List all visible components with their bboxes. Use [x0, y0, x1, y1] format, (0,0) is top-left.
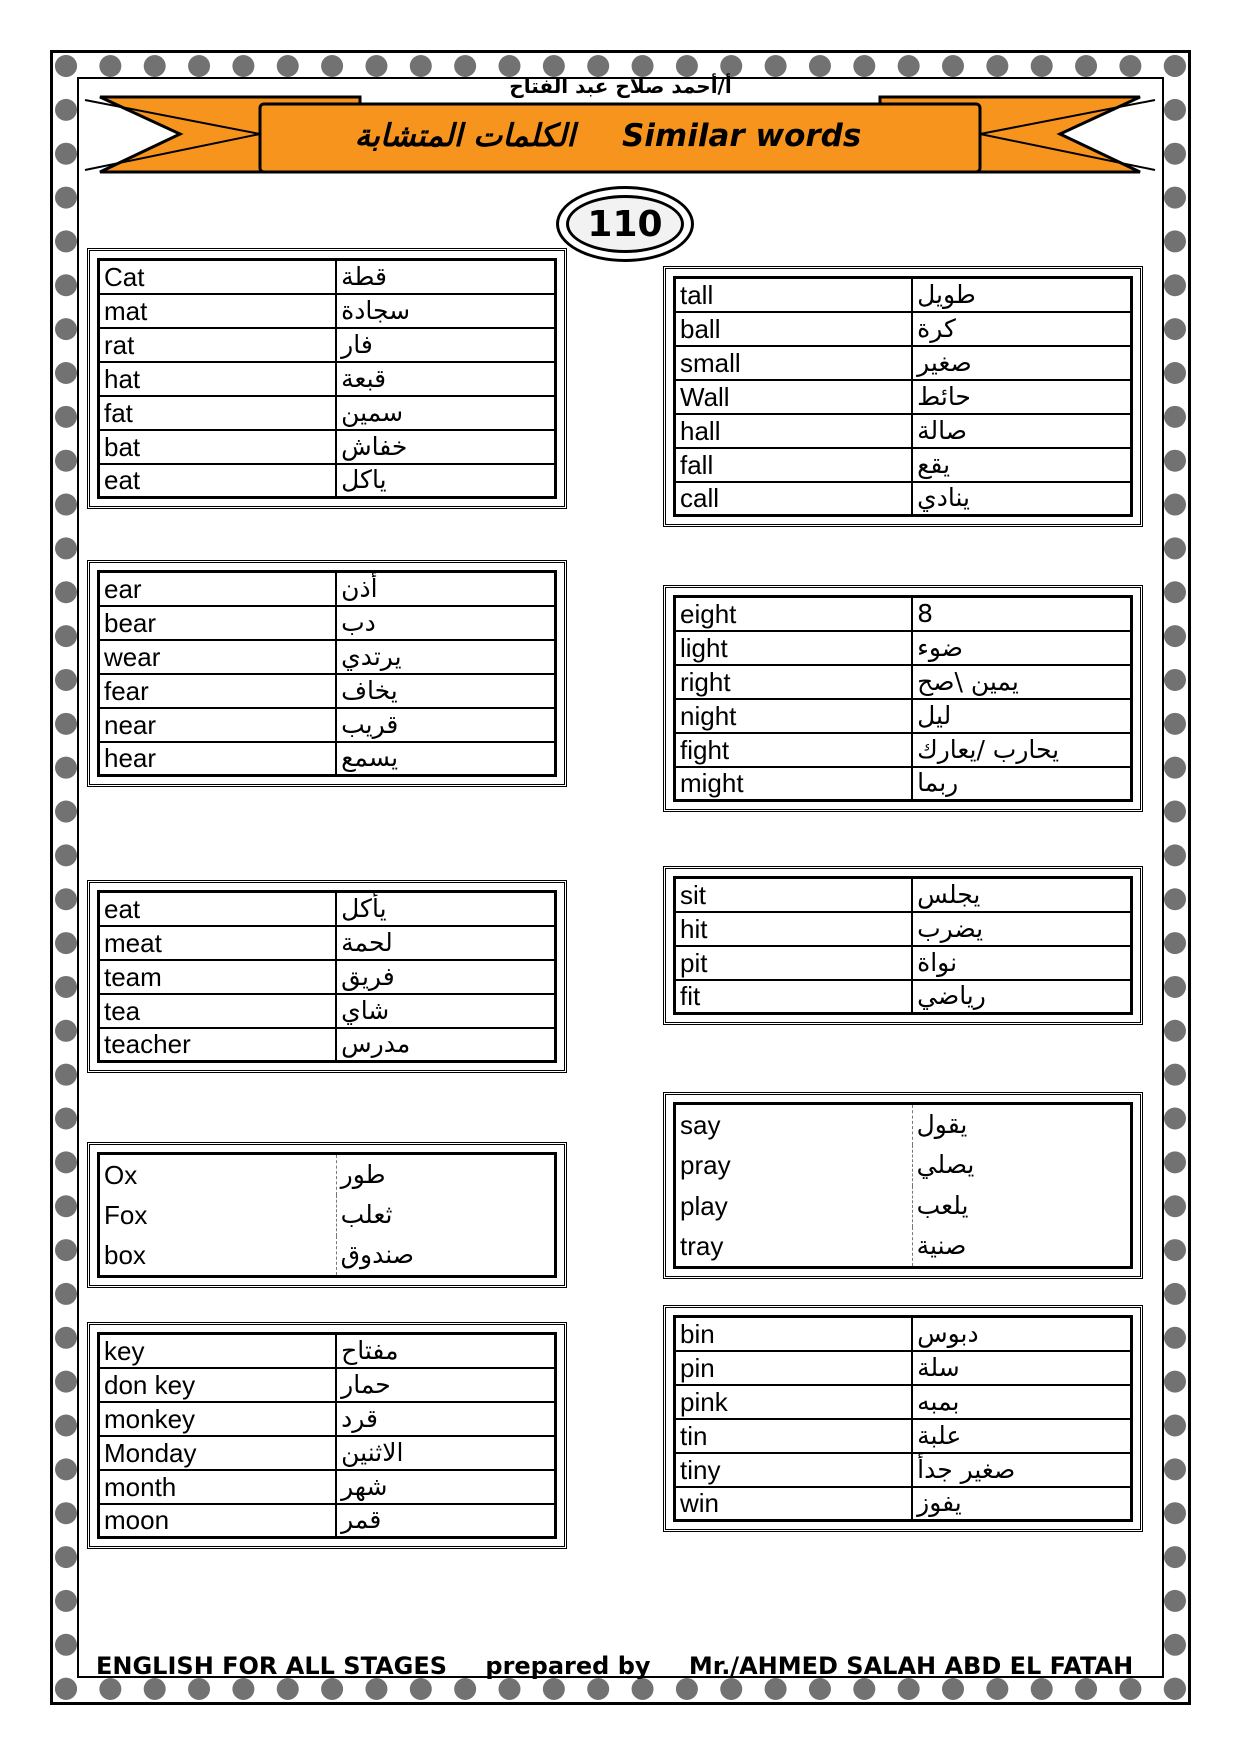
- table-row: [99, 1402, 556, 1436]
- table-row: [99, 430, 556, 464]
- arabic-meaning: يلعب: [916, 1191, 969, 1220]
- table-row: [675, 631, 1132, 665]
- footer-series: ENGLISH FOR ALL STAGES: [96, 1652, 448, 1680]
- english-word: Monday: [99, 1436, 337, 1470]
- table-row: [675, 733, 1132, 767]
- table-row: [675, 1317, 1132, 1351]
- arabic-meaning: طويل: [912, 278, 1131, 312]
- english-word: might: [675, 767, 913, 801]
- arabic-meaning: سجادة: [336, 294, 555, 328]
- arabic-meaning: صغير جدأ: [912, 1453, 1131, 1487]
- arabic-meaning: يخاف: [336, 674, 555, 708]
- arabic-meaning: فار: [336, 328, 555, 362]
- arabic-meaning: لحمة: [336, 926, 555, 960]
- english-word: tiny: [675, 1453, 913, 1487]
- arabic-meaning: شاي: [336, 994, 555, 1028]
- table-row: [99, 328, 556, 362]
- arabic-meaning: ثعلب: [340, 1200, 393, 1229]
- english-word: fear: [99, 674, 337, 708]
- english-word: small: [675, 346, 913, 380]
- arabic-meaning: نواة: [912, 946, 1131, 980]
- footer: [96, 1652, 1163, 1680]
- english-word: hit: [675, 912, 913, 946]
- english-word: night: [675, 699, 913, 733]
- arabic-meaning: يجلس: [912, 878, 1131, 912]
- english-word: tea: [99, 994, 337, 1028]
- table-row: [99, 1368, 556, 1402]
- english-word: mat: [99, 294, 337, 328]
- english-word: moon: [99, 1504, 337, 1538]
- table-row: [99, 606, 556, 640]
- vocab-table-ear: [87, 560, 567, 787]
- author-name: أ/أحمد صلاح عبد الفتاح: [509, 74, 732, 98]
- english-word: Cat: [99, 260, 337, 294]
- english-word: sit: [675, 878, 913, 912]
- arabic-meaning: ربما: [917, 768, 959, 798]
- arabic-meaning: قبعة: [336, 362, 555, 396]
- english-word: meat: [99, 926, 337, 960]
- english-word: bin: [675, 1317, 913, 1351]
- arabic-meaning: يصلي: [916, 1150, 975, 1179]
- english-word: call: [675, 482, 913, 516]
- arabic-meaning: مدرس: [341, 1029, 411, 1059]
- english-word: wear: [99, 640, 337, 674]
- english-word: pink: [675, 1385, 913, 1419]
- table-row: [99, 464, 556, 498]
- table-row: [99, 960, 556, 994]
- english-word: tin: [675, 1419, 913, 1453]
- english-word: say: [675, 1104, 913, 1145]
- arabic-meaning: دبوس: [912, 1317, 1131, 1351]
- table-row: [675, 946, 1132, 980]
- arabic-meaning: دب: [336, 606, 555, 640]
- arabic-meaning: خفاش: [336, 430, 555, 464]
- english-word: eat: [99, 464, 337, 498]
- table-row: [99, 892, 556, 926]
- table-row: [675, 380, 1132, 414]
- table-row: [99, 1334, 556, 1368]
- table-row: [99, 294, 556, 328]
- table-row: [675, 665, 1132, 699]
- arabic-meaning: ياكل: [341, 465, 387, 495]
- english-word: eight: [675, 597, 913, 631]
- english-word: fall: [675, 448, 913, 482]
- vocab-table-all: [663, 266, 1143, 527]
- arabic-meaning: سمين: [336, 396, 555, 430]
- english-word: month: [99, 1470, 337, 1504]
- table-row: [675, 312, 1132, 346]
- arabic-meaning: يرتدي: [336, 640, 555, 674]
- table-row: [99, 742, 556, 776]
- arabic-meaning: صالة: [912, 414, 1131, 448]
- table-row: [99, 1236, 556, 1277]
- arabic-meaning: صنية: [916, 1231, 967, 1261]
- table-row: [675, 980, 1132, 1014]
- table-row: [675, 278, 1132, 312]
- table-row: [99, 708, 556, 742]
- table-row: [99, 396, 556, 430]
- arabic-meaning: يحارب /يعارك: [912, 733, 1131, 767]
- english-word: don key: [99, 1368, 337, 1402]
- english-word: ear: [99, 572, 337, 606]
- arabic-meaning: الاثنين: [336, 1436, 555, 1470]
- english-word: key: [99, 1334, 337, 1368]
- table-row: [99, 994, 556, 1028]
- vocab-table-in: [663, 1305, 1143, 1532]
- vocab-table-ay: [663, 1092, 1143, 1279]
- arabic-meaning: رياضي: [917, 981, 986, 1011]
- english-word: near: [99, 708, 337, 742]
- english-word: pin: [675, 1351, 913, 1385]
- table-row: [675, 1186, 1132, 1227]
- table-row: [99, 572, 556, 606]
- page-number-badge: [556, 186, 694, 262]
- arabic-meaning: قمر: [341, 1505, 382, 1535]
- table-row: [99, 1470, 556, 1504]
- table-row: [99, 640, 556, 674]
- arabic-meaning: صغير: [912, 346, 1131, 380]
- table-row: [99, 1154, 556, 1195]
- vocab-table-key: [87, 1322, 567, 1549]
- english-word: box: [99, 1236, 337, 1277]
- table-row: [675, 414, 1132, 448]
- title-arabic: الكلمات المتشابة: [354, 118, 576, 154]
- english-word: tall: [675, 278, 913, 312]
- arabic-meaning: يقول: [916, 1109, 968, 1139]
- english-word: fit: [675, 980, 913, 1014]
- english-word: rat: [99, 328, 337, 362]
- vocab-table-ight: [663, 585, 1143, 812]
- table-row: [675, 1419, 1132, 1453]
- arabic-meaning: ضوء: [912, 631, 1131, 665]
- english-word: monkey: [99, 1402, 337, 1436]
- arabic-meaning: يسمع: [341, 743, 399, 773]
- title-english: Similar words: [621, 118, 862, 154]
- english-word: bat: [99, 430, 337, 464]
- table-row: [675, 1104, 1132, 1145]
- english-word: play: [675, 1186, 913, 1227]
- arabic-meaning: قطة: [336, 260, 555, 294]
- table-row: [99, 674, 556, 708]
- arabic-meaning: قرد: [336, 1402, 555, 1436]
- english-word: hear: [99, 742, 337, 776]
- english-word: win: [675, 1487, 913, 1521]
- table-row: [99, 362, 556, 396]
- arabic-meaning: يأكل: [336, 892, 555, 926]
- english-word: ball: [675, 312, 913, 346]
- table-row: [99, 926, 556, 960]
- table-row: [99, 1195, 556, 1236]
- table-row: [675, 1227, 1132, 1268]
- arabic-meaning: طور: [340, 1159, 386, 1189]
- table-row: [675, 912, 1132, 946]
- table-row: [99, 1504, 556, 1538]
- arabic-meaning: فريق: [336, 960, 555, 994]
- english-word: Wall: [675, 380, 913, 414]
- arabic-meaning: صندوق: [340, 1240, 414, 1270]
- footer-prepared-by: prepared by: [485, 1652, 651, 1680]
- vocab-table-it: [663, 866, 1143, 1025]
- arabic-meaning: قريب: [336, 708, 555, 742]
- english-word: Ox: [99, 1154, 337, 1195]
- table-row: [675, 482, 1132, 516]
- english-word: fight: [675, 733, 913, 767]
- arabic-meaning: يضرب: [912, 912, 1131, 946]
- table-row: [675, 1385, 1132, 1419]
- english-word: pray: [675, 1145, 913, 1186]
- table-row: [675, 597, 1132, 631]
- english-word: teacher: [99, 1028, 337, 1062]
- table-row: [675, 448, 1132, 482]
- english-word: tray: [675, 1227, 913, 1268]
- page-number: 110: [566, 195, 684, 253]
- table-row: [99, 1436, 556, 1470]
- vocab-table-eat: [87, 880, 567, 1073]
- arabic-meaning: مفتاح: [336, 1334, 555, 1368]
- arabic-meaning: ليل: [912, 699, 1131, 733]
- arabic-meaning: علبة: [912, 1419, 1131, 1453]
- arabic-meaning: 8: [912, 597, 1131, 631]
- english-word: eat: [99, 892, 337, 926]
- table-row: [675, 1453, 1132, 1487]
- arabic-meaning: سلة: [912, 1351, 1131, 1385]
- table-row: [675, 1487, 1132, 1521]
- arabic-meaning: حائط: [912, 380, 1131, 414]
- footer-teacher: Mr./AHMED SALAH ABD EL FATAH: [688, 1652, 1134, 1680]
- arabic-meaning: شهر: [336, 1470, 555, 1504]
- table-row: [675, 1145, 1132, 1186]
- table-row: [675, 346, 1132, 380]
- table-row: [675, 767, 1132, 801]
- arabic-meaning: يقع: [912, 448, 1131, 482]
- table-row: [675, 699, 1132, 733]
- arabic-meaning: كرة: [912, 312, 1131, 346]
- arabic-meaning: ينادي: [917, 483, 970, 513]
- english-word: fat: [99, 396, 337, 430]
- arabic-meaning: يفوز: [917, 1488, 962, 1518]
- arabic-meaning: يمين \صح: [912, 665, 1131, 699]
- english-word: team: [99, 960, 337, 994]
- table-row: [99, 260, 556, 294]
- english-word: pit: [675, 946, 913, 980]
- english-word: right: [675, 665, 913, 699]
- table-row: [675, 1351, 1132, 1385]
- vocab-table-ox: [87, 1142, 567, 1288]
- arabic-meaning: بمبه: [912, 1385, 1131, 1419]
- english-word: hall: [675, 414, 913, 448]
- english-word: light: [675, 631, 913, 665]
- table-row: [99, 1028, 556, 1062]
- arabic-meaning: أذن: [336, 572, 555, 606]
- english-word: hat: [99, 362, 337, 396]
- banner-title: [258, 118, 958, 154]
- arabic-meaning: حمار: [336, 1368, 555, 1402]
- vocab-table-at: [87, 248, 567, 509]
- english-word: bear: [99, 606, 337, 640]
- english-word: Fox: [99, 1195, 337, 1236]
- table-row: [675, 878, 1132, 912]
